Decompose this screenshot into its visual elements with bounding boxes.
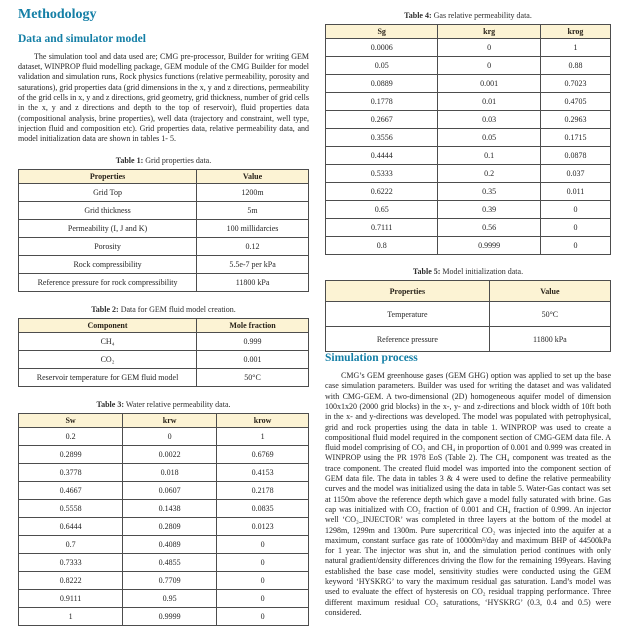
- table-cell: 0.5558: [19, 500, 123, 518]
- table4-caption: [325, 11, 611, 20]
- table-row: [19, 554, 309, 572]
- table-header-cell: krow: [217, 414, 309, 428]
- table-cell: 0.88: [540, 57, 610, 75]
- table-cell: 0.9999: [438, 237, 540, 255]
- table-cell: 50°C: [197, 369, 309, 387]
- table-cell: 0.011: [540, 183, 610, 201]
- table-header-cell: Sg: [326, 25, 438, 39]
- table3-caption-text: Water relative permeability data.: [124, 400, 231, 410]
- table-cell: 0.0022: [123, 446, 217, 464]
- table-row: [326, 57, 611, 75]
- table-row: [19, 536, 309, 554]
- table-cell: 0.2963: [540, 111, 610, 129]
- table-row: [19, 590, 309, 608]
- table-cell: 0.4153: [217, 464, 309, 482]
- table-cell: 0.7023: [540, 75, 610, 93]
- table-header-cell: krog: [540, 25, 610, 39]
- table-cell: 0: [540, 219, 610, 237]
- table-cell: 0: [540, 237, 610, 255]
- table-header-cell: krw: [123, 414, 217, 428]
- table-cell: 0.1438: [123, 500, 217, 518]
- table-cell: 0.8: [326, 237, 438, 255]
- table-model-initialization: [325, 280, 611, 352]
- table4-caption-text: Gas relative permeability data.: [431, 11, 532, 20]
- table-header-cell: Sw: [19, 414, 123, 428]
- table-cell: 0.03: [438, 111, 540, 129]
- table2-caption-text: Data for GEM fluid model creation.: [118, 305, 236, 315]
- table-cell: Grid thickness: [19, 202, 197, 220]
- table-row: [326, 111, 611, 129]
- table-cell: 0.05: [326, 57, 438, 75]
- table-cell: 1: [217, 428, 309, 446]
- table-cell: 0: [540, 201, 610, 219]
- table-cell: 0: [438, 57, 540, 75]
- table-cell: 0.7709: [123, 572, 217, 590]
- table-cell: 0: [217, 608, 309, 626]
- table-cell: Permeability (I, J and K): [19, 220, 197, 238]
- table-cell: Rock compressibility: [19, 256, 197, 274]
- table-cell: 0.9111: [19, 590, 123, 608]
- table-row: [19, 446, 309, 464]
- table-row: [326, 75, 611, 93]
- table-row: [326, 129, 611, 147]
- table-grid-properties: [18, 169, 309, 292]
- table4-caption-label: Table 4:: [404, 11, 432, 20]
- table-cell: 0.1: [438, 147, 540, 165]
- table-cell: 11800 kPa: [489, 327, 610, 352]
- table-cell: 0.2667: [326, 111, 438, 129]
- table-cell: 0.0889: [326, 75, 438, 93]
- table1-caption-text: Grid properties data.: [143, 156, 212, 166]
- table-row: [326, 147, 611, 165]
- table-row: [326, 219, 611, 237]
- table-cell: 0.7111: [326, 219, 438, 237]
- table-row: [19, 428, 309, 446]
- table-cell: 0: [217, 554, 309, 572]
- table-row: [19, 572, 309, 590]
- table-cell: 0.2: [438, 165, 540, 183]
- table-cell: 0.01: [438, 93, 540, 111]
- table-cell: 0.4089: [123, 536, 217, 554]
- table-cell: Grid Top: [19, 184, 197, 202]
- left-column: [18, 8, 309, 644]
- table-row: [19, 238, 309, 256]
- subsection-heading-data-and-simulator-model: Data and simulator model: [18, 32, 146, 45]
- table-cell: 0.05: [438, 129, 540, 147]
- table-row: [19, 256, 309, 274]
- table-row: [326, 237, 611, 255]
- table-cell: 0.0878: [540, 147, 610, 165]
- table1-caption-label: Table 1:: [115, 156, 144, 166]
- table-header-cell: Value: [197, 170, 309, 184]
- table-row: [19, 500, 309, 518]
- table-row: [326, 165, 611, 183]
- table-cell: 0.3556: [326, 129, 438, 147]
- table-header-row: [19, 319, 309, 333]
- table-cell: Porosity: [19, 238, 197, 256]
- table-cell: 0.6769: [217, 446, 309, 464]
- table-row: [326, 183, 611, 201]
- table-cell: 0.037: [540, 165, 610, 183]
- table-row: [19, 518, 309, 536]
- table-header-row: [19, 170, 309, 184]
- table-gas-relative-permeability: [325, 24, 611, 255]
- table-cell: 1200m: [197, 184, 309, 202]
- paragraph-simulation-process: CMG’s GEM greenhouse gases (GEM GHG) option was applied to set up the base case simulation parameters. Builder was used for writing the dataset and was validated with CMG-GEM. A two-dimensional (2D) homogeneous aquifer model of dimension 100x1x20 (2000 grid blocks) in the x-, y- and z-directions and block width of 10ft both in the x- and y-directions was developed. The model was populated with petrophysical, grid and rock properties using the data in table 1. WINPROP was used to create a compositional fluid model required in the component section of CMG-GEM data file. A fluid model comprising of CO₂ and CH₄ in proportion of 0.001 and 0.999 was created in WINPROP using the PR 1978 EoS (Table 2). The CH₄ component was treated as the trace component. The created fluid model was imported into the component section of GEM data file. The data in tables 3 & 4 were used to define the relative permeability curves and the model was initialized using the data in table 5. Water-Gas contact was set at 1150m above the reference depth which gave a model fully saturated with brine. Gas cap was initialized with CO₂ fraction of 0.001 and CH₄ fraction of 0.999. An injector well ‘CO₂_INJECTOR’ was completed in three layers at the bottom of the model at 1298m, 1299m and 1300m. Pure supercritical CO₂ was injected into the aquifer at a maximum, constant surface gas rate of 10000m³/day and maximum BHP of 44500kPa for 1 year. The injector was shut in, and the simulation period continues with only natural gradient/density differences driving the flow for the remaining 199years. Having established the base case model, sensitivity studies were conducted using the GEM keyword ‘HYSKRG’ to vary the maximum residual gas saturation. Land’s model was used to evaluate the effect of hysteresis on CO₂ residual trapping performance. Three different maximum residual CO₂ saturations, ‘HYSKRG’ (0.3, 0.4 and 0.5) were considered.: [325, 371, 611, 617]
- table-cell: 0.9999: [123, 608, 217, 626]
- paragraph-data-and-simulator-model: The simulation tool and data used are; CMG pre-processor, Builder for writing GEM dataset, WINPROP fluid modelling package, GEM module of the CMG Builder for model validation and simulation runs, Rock physics functions (relative permeability, porosity and saturations), grid properties data (grid dimensions in the x, y and z directions, permeability of the grid cells in x, y and z directions, grid geometry, grid thickness, number of grid cells in the x, y and z directions and depth to the top of reservoir), fluid properties data (compositional analysis, brine properties), well data (trajectory and constraint, well type, injection fluid and composition etc). Grid properties data, relative permeability data, and model initialization data are shown in tables 1- 5.: [18, 51, 309, 144]
- table-row: [19, 351, 309, 369]
- table-row: [19, 608, 309, 626]
- table-cell: CO₂: [19, 351, 197, 369]
- table-cell: 0.12: [197, 238, 309, 256]
- table-cell: 0.8222: [19, 572, 123, 590]
- table-cell: 0.3778: [19, 464, 123, 482]
- table-cell: 0.6222: [326, 183, 438, 201]
- table-header-row: [19, 414, 309, 428]
- table-cell: 0.999: [197, 333, 309, 351]
- table-cell: 0.1778: [326, 93, 438, 111]
- table-cell: 0: [438, 39, 540, 57]
- table-water-relative-permeability: [18, 413, 309, 626]
- table-cell: 0.4667: [19, 482, 123, 500]
- table-cell: 0.0835: [217, 500, 309, 518]
- table-cell: 1: [540, 39, 610, 57]
- table-cell: 0.7333: [19, 554, 123, 572]
- table-cell: 5m: [197, 202, 309, 220]
- table-cell: 0.0607: [123, 482, 217, 500]
- table-cell: 0.2809: [123, 518, 217, 536]
- table-cell: 0.2178: [217, 482, 309, 500]
- table5-caption-label: Table 5:: [412, 267, 441, 276]
- table-cell: 0.1715: [540, 129, 610, 147]
- table-cell: 0.95: [123, 590, 217, 608]
- table-row: [19, 202, 309, 220]
- table-row: [19, 184, 309, 202]
- table-row: [326, 201, 611, 219]
- table5-caption-text: Model initialization data.: [440, 267, 524, 276]
- table-cell: 100 millidarcies: [197, 220, 309, 238]
- table-cell: 0: [217, 590, 309, 608]
- table-cell: 0.0006: [326, 39, 438, 57]
- subsection-heading-simulation-process: Simulation process: [325, 352, 418, 364]
- table-cell: Reservoir temperature for GEM fluid model: [19, 369, 197, 387]
- table-cell: 0.018: [123, 464, 217, 482]
- table-row: [326, 327, 611, 352]
- table-cell: 0.001: [197, 351, 309, 369]
- table-cell: 0.39: [438, 201, 540, 219]
- table3-caption: [18, 400, 309, 409]
- table-header-cell: Properties: [326, 281, 490, 302]
- table-cell: 0.4855: [123, 554, 217, 572]
- table-cell: Temperature: [326, 302, 490, 327]
- table-cell: 50°C: [489, 302, 610, 327]
- table2-caption: [18, 305, 309, 314]
- table-cell: 0.65: [326, 201, 438, 219]
- table-cell: Reference pressure for rock compressibility: [19, 274, 197, 292]
- table-cell: 0.5333: [326, 165, 438, 183]
- table-cell: 0: [123, 428, 217, 446]
- table-row: [326, 39, 611, 57]
- table-cell: 0.7: [19, 536, 123, 554]
- table-row: [19, 274, 309, 292]
- table2-caption-label: Table 2:: [91, 305, 119, 315]
- table-cell: 0: [217, 536, 309, 554]
- table1-caption: [18, 156, 309, 165]
- table5-caption: [325, 267, 611, 276]
- table-row: [19, 220, 309, 238]
- table-header-cell: Value: [489, 281, 610, 302]
- table-row: [19, 482, 309, 500]
- table-row: [19, 369, 309, 387]
- table-header-cell: krg: [438, 25, 540, 39]
- table-cell: Reference pressure: [326, 327, 490, 352]
- table-cell: 0.2: [19, 428, 123, 446]
- table-cell: 0.6444: [19, 518, 123, 536]
- table-cell: 0.4705: [540, 93, 610, 111]
- table-row: [19, 464, 309, 482]
- table-gem-fluid-model: [18, 318, 309, 387]
- table-cell: CH₄: [19, 333, 197, 351]
- table-cell: 0.0123: [217, 518, 309, 536]
- table-cell: 0.56: [438, 219, 540, 237]
- table-cell: 0.4444: [326, 147, 438, 165]
- table3-caption-label: Table 3:: [96, 400, 124, 410]
- table-header-cell: Properties: [19, 170, 197, 184]
- table-row: [326, 302, 611, 327]
- table-cell: 0.001: [438, 75, 540, 93]
- table-header-cell: Component: [19, 319, 197, 333]
- table-cell: 1: [19, 608, 123, 626]
- table-cell: 5.5e-7 per kPa: [197, 256, 309, 274]
- table-cell: 0: [217, 572, 309, 590]
- table-header-row: [326, 25, 611, 39]
- table-row: [326, 93, 611, 111]
- table-row: [19, 333, 309, 351]
- table-cell: 0.2899: [19, 446, 123, 464]
- right-column: [325, 8, 611, 644]
- table-header-row: [326, 281, 611, 302]
- table-cell: 11800 kPa: [197, 274, 309, 292]
- section-heading-methodology: Methodology: [18, 7, 97, 22]
- table-cell: 0.35: [438, 183, 540, 201]
- table-header-cell: Mole fraction: [197, 319, 309, 333]
